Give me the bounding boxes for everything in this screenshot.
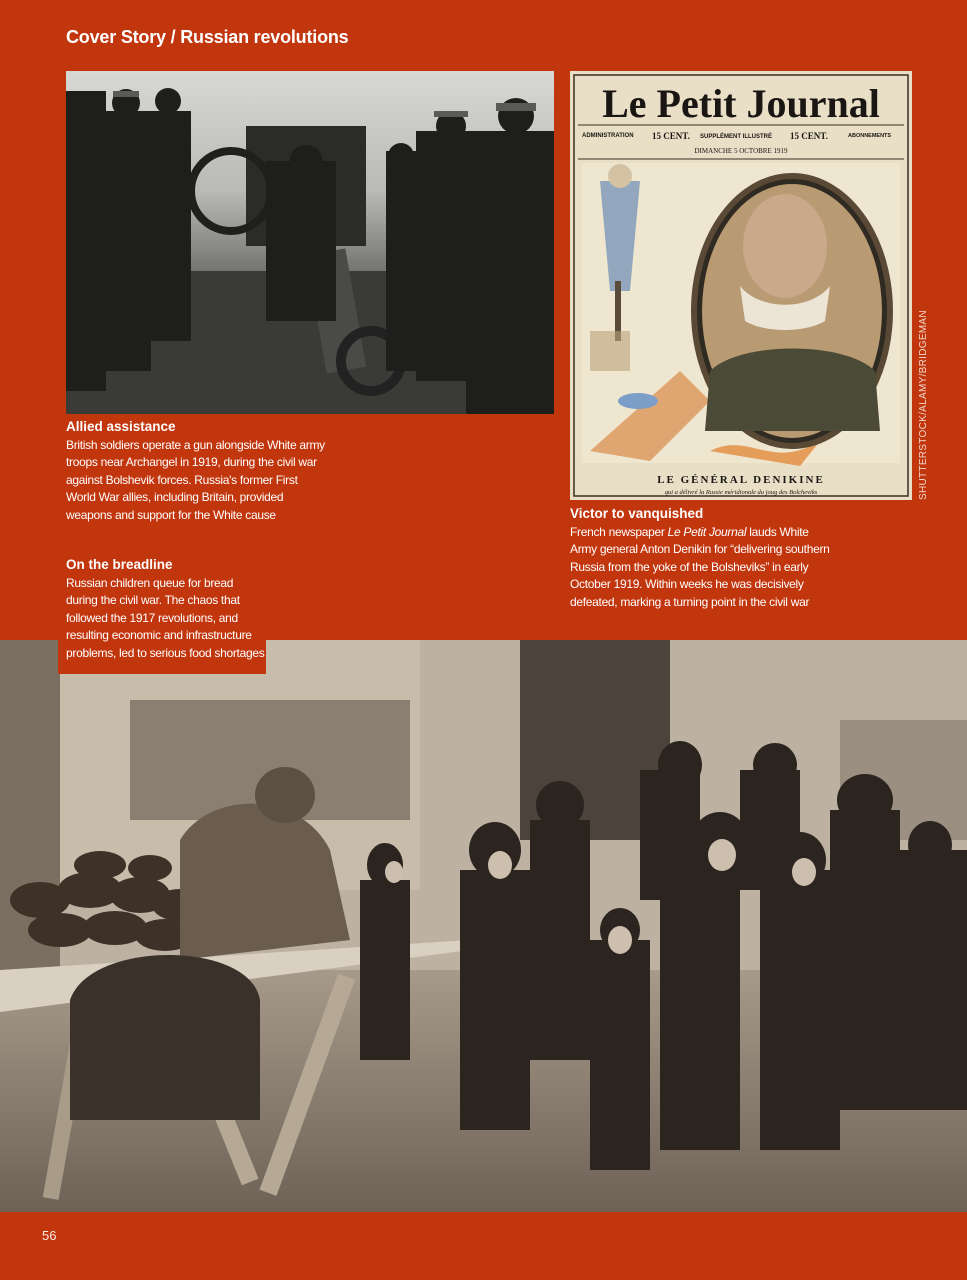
page-number: 56: [42, 1228, 57, 1243]
breadline-illustration: [0, 640, 967, 1212]
price-left: 15 CENT.: [652, 131, 690, 141]
admin-label: ADMINISTRATION: [582, 133, 634, 139]
newspaper-illustration: [570, 71, 912, 500]
photo-credit: SHUTTERSTOCK/ALAMY/BRIDGEMAN: [918, 310, 929, 500]
caption-body: British soldiers operate a gun alongside White army troops near Archangel in 1919, during the civil war against Bolshevik forces. Russia's former First World War allies, including Britain, provided weapons and support for the White cause: [66, 437, 325, 522]
photo-le-petit-journal: [570, 71, 912, 500]
issue-date: DIMANCHE 5 OCTOBRE 1919: [694, 147, 788, 155]
abonnements-label: ABONNEMENTS: [848, 133, 892, 139]
caption-title: On the breadline: [66, 557, 173, 572]
photo-breadline: [0, 640, 967, 1212]
caption-title: Victor to vanquished: [570, 506, 704, 521]
cover-subheadline: qui a délivré la Russie méridionale du joug des Bolcheviks: [664, 489, 818, 496]
caption-body-italic: Le Petit Journal: [667, 524, 747, 539]
price-right: 15 CENT.: [790, 131, 828, 141]
caption-allied-assistance: [66, 418, 328, 524]
masthead-text: Le Petit Journal: [602, 81, 880, 126]
cover-headline: LE GÉNÉRAL DENIKINE: [657, 474, 825, 486]
supplement-label: SUPPLÉMENT ILLUSTRÉ: [700, 134, 773, 140]
photo-allied-soldiers: [66, 71, 554, 414]
soldiers-illustration: [66, 71, 554, 414]
caption-on-the-breadline: [66, 556, 266, 662]
caption-title: Allied assistance: [66, 419, 176, 434]
caption-victor-to-vanquished: [570, 505, 832, 611]
caption-body-suffix: lauds White Army general Anton Denikin for “delivering southern Russia from the yoke of the Bolsheviks” in early October 1919. Within weeks he was decisively defeated, marking a turning point in the civil war: [570, 524, 830, 609]
section-header: Cover Story / Russian revolutions: [66, 27, 349, 47]
caption-body: Russian children queue for bread during the civil war. The chaos that followed the 1917 revolutions, and resulting economic and infrastructure problems, led to serious food shortages: [66, 575, 265, 660]
caption-body-prefix: French newspaper: [570, 524, 668, 539]
